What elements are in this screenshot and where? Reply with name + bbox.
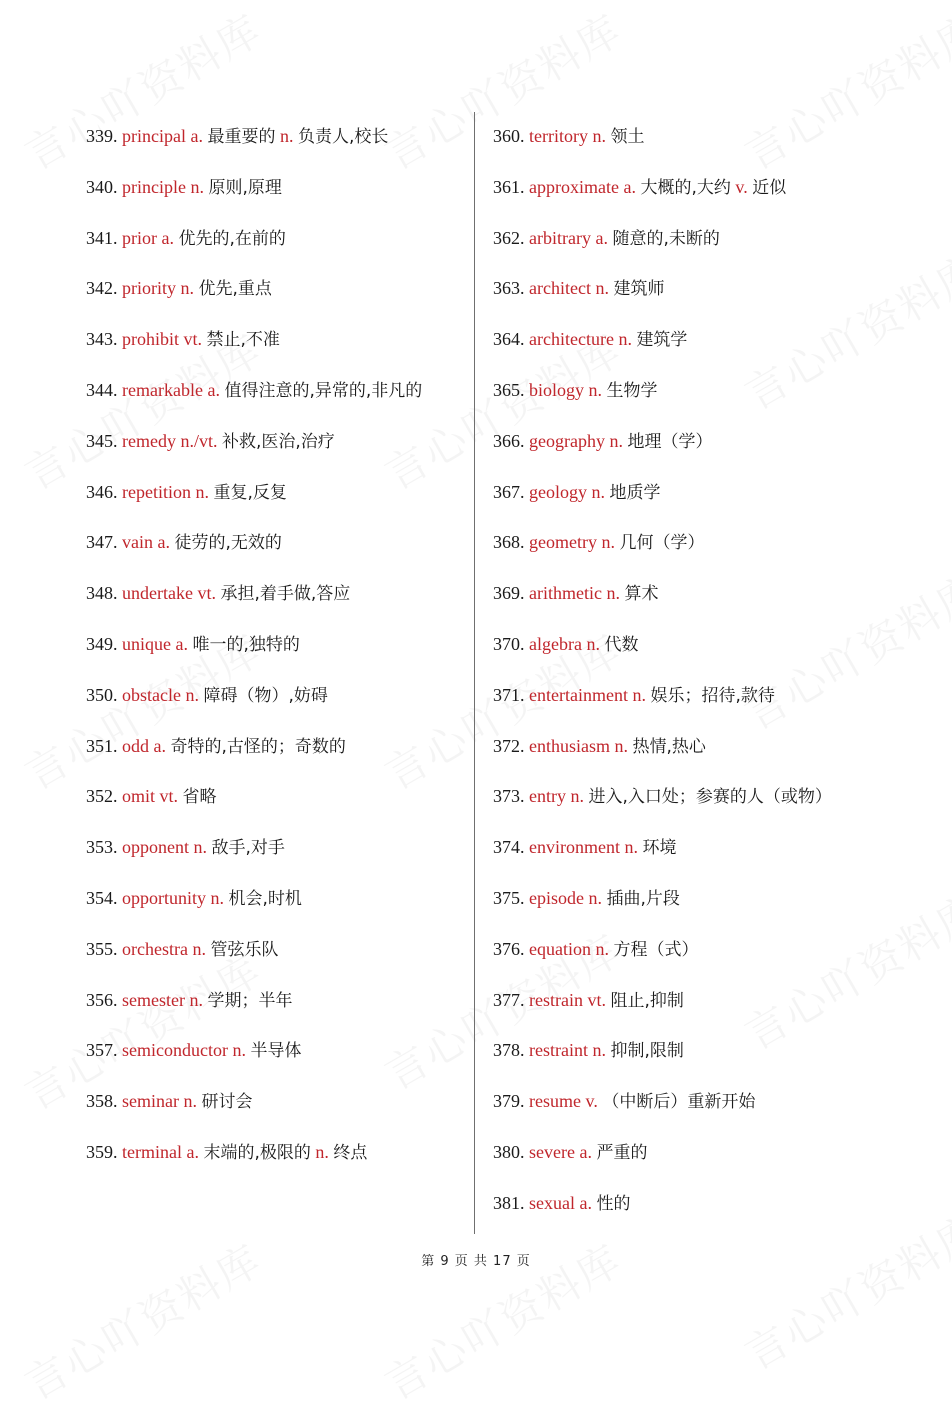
entry-meaning: 禁止,不准 [206,330,280,351]
entry-word: prohibit [122,329,179,350]
entry-number: 347. [86,532,118,553]
entry-meaning: 最重要的 [207,127,276,147]
entry-meaning: 障碍（物）,妨碍 [203,685,328,706]
vocab-entry [493,1134,913,1171]
entry-number: 354. [86,887,118,908]
entry-pos: vt. [183,329,203,350]
entry-word: undertake [122,583,193,604]
entry-number: 368. [493,532,525,553]
vocab-entry [86,423,466,460]
entry-number: 359. [86,1141,118,1162]
vocab-entry [493,169,913,206]
entry-pos: n. [195,481,209,502]
entry-number: 380. [493,1141,525,1162]
entry-number: 364. [493,329,525,350]
entry-meaning: 承担,着手做,答应 [220,584,351,605]
entry-number: 349. [86,633,118,654]
entry-word: severe [529,1141,575,1162]
vocab-entry [493,728,913,765]
vocab-entry [493,931,913,968]
entry-meaning: 管弦乐队 [210,939,279,960]
entry-meaning: 敌手,对手 [211,838,285,859]
entry-word: terminal [122,1141,182,1162]
entry-pos-secondary: n. [279,126,294,146]
entry-number: 341. [86,227,118,248]
entry-meaning: 娱乐；招待,款待 [650,685,775,706]
vocab-entry [86,321,466,358]
entry-word: equation [529,938,591,959]
vocab-entry [86,270,466,307]
entry-word: principle [122,176,186,197]
entry-pos: n. [185,684,199,705]
entry-pos: n./vt. [180,430,218,451]
entry-pos: n. [595,938,609,959]
entry-word: geology [529,481,587,502]
entry-meaning: 省略 [182,787,217,808]
entry-pos: vt. [197,583,216,604]
entry-word: geometry [529,532,597,553]
vocab-entry [493,677,913,714]
vocab-entry [86,1032,466,1069]
vocab-entry [493,321,913,358]
entry-word: approximate [529,176,619,197]
entry-pos: n. [606,583,620,604]
entry-pos: a. [175,633,188,654]
entry-number: 355. [86,938,118,959]
entry-word: unique [122,633,171,654]
vocab-entry [86,626,466,663]
entry-word: remedy [122,430,176,451]
entry-pos: n. [588,887,602,908]
entry-meaning: 建筑师 [613,279,665,300]
entry-word: vain [122,532,153,553]
vocab-entry [493,982,913,1019]
entry-word: repetition [122,481,191,502]
entry-pos: a. [153,735,166,756]
entry-word: seminar [122,1091,179,1112]
vocab-entry [493,778,913,815]
entry-pos: n. [570,786,584,807]
entry-pos: a. [161,227,174,248]
entry-word: algebra [529,633,582,654]
entry-number: 370. [493,633,525,654]
entry-number: 374. [493,837,525,858]
vocab-entry [86,575,466,612]
entry-number: 371. [493,684,525,705]
entry-pos: n. [592,126,606,146]
vocab-entry [86,677,466,714]
entry-number: 356. [86,989,118,1010]
entry-meaning: 阻止,抑制 [610,990,684,1011]
entry-word: resume [529,1091,581,1112]
entry-pos: n. [586,633,600,654]
entry-meaning: 随意的,未断的 [612,228,720,249]
entry-word: entertainment [529,684,628,705]
entry-pos: n. [592,1040,606,1061]
vocab-entry [86,931,466,968]
entry-pos: n. [189,989,203,1010]
vocab-entry [493,118,913,155]
entry-pos-secondary: n. [315,1141,329,1162]
entry-number: 345. [86,430,118,451]
entry-number: 377. [493,989,525,1010]
entry-word: enthusiasm [529,735,610,756]
vocab-entry [86,474,466,511]
entry-meaning: 重复,反复 [213,482,287,503]
vocab-entry [493,626,913,663]
entry-meaning: 生物学 [606,380,658,401]
entry-number: 339. [86,126,118,146]
vocab-entry [86,118,466,155]
entry-number: 363. [493,278,525,299]
entry-meaning: 领土 [610,127,645,147]
entry-meaning-secondary: 负责人,校长 [297,127,389,147]
vocab-entry [86,778,466,815]
vocab-entry [493,270,913,307]
entry-pos: n. [183,1091,197,1112]
entry-meaning: 末端的,极限的 [203,1142,311,1163]
entry-meaning: 环境 [642,838,677,859]
entry-meaning: 奇特的,古怪的；奇数的 [170,736,346,757]
entry-pos: vt. [159,786,179,807]
vocab-entry [493,829,913,866]
entry-number: 379. [493,1091,525,1112]
entry-pos: a. [190,126,203,146]
entry-pos: vt. [587,989,606,1010]
entry-number: 352. [86,786,118,807]
entry-word: environment [529,837,620,858]
entry-word: geography [529,430,605,451]
entry-pos: n. [618,329,632,350]
entry-pos: n. [614,735,628,756]
entry-number: 362. [493,227,525,248]
entry-pos: n. [232,1040,246,1061]
entry-number: 357. [86,1040,118,1061]
entry-number: 361. [493,176,525,197]
entry-pos: a. [623,176,636,197]
entry-meaning: 机会,时机 [228,888,302,909]
entry-word: remarkable [122,379,203,400]
vocab-entry [493,1083,913,1120]
entry-meaning: 原则,原理 [208,177,282,198]
entry-meaning: 地理（学） [627,431,713,452]
vocab-entry [493,575,913,612]
entry-word: restraint [529,1040,588,1061]
vocab-entry [86,982,466,1019]
vocab-entry [86,1083,466,1120]
entry-meaning: 研讨会 [201,1092,253,1113]
entry-pos: n. [210,887,224,908]
entry-word: architecture [529,329,614,350]
entry-pos: n. [601,532,615,553]
entry-number: 372. [493,735,525,756]
vocab-entry [86,524,466,561]
entry-number: 378. [493,1040,525,1061]
entry-word: opponent [122,837,189,858]
entry-word: prior [122,227,157,248]
entry-number: 351. [86,735,118,756]
column-divider [474,112,475,1234]
entry-meaning: 抑制,限制 [610,1041,684,1062]
vocab-entry [493,372,913,409]
entry-word: omit [122,786,156,807]
entry-number: 365. [493,379,525,400]
vocab-entry [493,220,913,257]
vocab-entry [493,423,913,460]
entry-word: principal [122,126,186,146]
entry-pos: n. [609,430,623,451]
entry-meaning: 方程（式） [613,939,699,960]
vocab-column-left [86,118,466,1185]
entry-meaning: 性的 [596,1193,631,1214]
entry-word: arithmetic [529,583,602,604]
entry-number: 360. [493,126,525,146]
entry-number: 353. [86,837,118,858]
vocab-entry [86,169,466,206]
vocab-entry [493,880,913,917]
entry-pos: n. [595,278,609,299]
entry-number: 367. [493,481,525,502]
entry-meaning: 严重的 [596,1142,648,1163]
entry-meaning: 徒劳的,无效的 [174,533,282,554]
entry-pos: n. [193,837,207,858]
entry-pos: a. [157,532,170,553]
entry-word: priority [122,278,176,299]
entry-word: episode [529,887,584,908]
entry-pos: n. [192,938,206,959]
entry-meaning-secondary: 终点 [333,1142,368,1163]
entry-pos-secondary: v. [735,176,748,197]
entry-meaning: 几何（学） [619,533,705,554]
entry-pos: n. [624,837,638,858]
vocab-entry [86,728,466,765]
entry-meaning: 学期；半年 [207,990,293,1011]
entry-pos: a. [186,1141,199,1162]
entry-word: obstacle [122,684,181,705]
vocab-entry [493,474,913,511]
entry-meaning: 地质学 [609,482,661,503]
entry-word: biology [529,379,585,400]
entry-pos: a. [207,379,220,400]
entry-number: 375. [493,887,525,908]
entry-meaning: （中断后）重新开始 [602,1092,756,1113]
vocab-entry [86,1134,466,1171]
entry-number: 342. [86,278,118,299]
entry-meaning: 算术 [624,584,659,605]
vocab-entry [493,524,913,561]
entry-word: semiconductor [122,1040,228,1061]
entry-word: semester [122,989,185,1010]
page-footer: 第 9 页 共 17 页 [421,1254,531,1269]
entry-meaning: 唯一的,独特的 [192,634,300,655]
entry-pos: a. [579,1192,592,1213]
vocab-entry [86,372,466,409]
entry-number: 344. [86,379,118,400]
entry-word: entry [529,786,566,807]
entry-pos: n. [588,379,603,400]
entry-meaning: 大概的,大约 [640,177,731,198]
entry-pos: n. [190,176,204,197]
entry-pos: n. [591,481,605,502]
entry-pos: v. [585,1091,598,1112]
entry-meaning: 值得注意的,异常的,非凡的 [224,380,423,401]
entry-number: 346. [86,481,118,502]
entry-number: 340. [86,176,118,197]
entry-number: 343. [86,329,118,350]
entry-meaning: 优先,重点 [198,279,272,300]
entry-word: territory [529,126,588,146]
entry-word: architect [529,278,591,299]
entry-word: opportunity [122,887,206,908]
vocab-column-right [493,118,913,1236]
entry-meaning: 热情,热心 [632,736,706,757]
entry-number: 381. [493,1192,525,1213]
entry-number: 350. [86,684,118,705]
entry-pos: n. [180,278,194,299]
entry-meaning: 半导体 [250,1041,302,1062]
entry-pos: a. [595,227,608,248]
vocab-entry [86,220,466,257]
entry-word: arbitrary [529,227,591,248]
entry-number: 376. [493,938,525,959]
entry-meaning: 代数 [604,634,639,655]
vocab-entry [493,1185,913,1222]
entry-number: 366. [493,430,525,451]
entry-number: 348. [86,583,118,604]
entry-number: 373. [493,786,525,807]
vocab-entry [86,829,466,866]
entry-word: sexual [529,1192,575,1213]
entry-meaning-secondary: 近似 [752,177,787,198]
entry-meaning: 建筑学 [636,330,688,351]
entry-meaning: 插曲,片段 [606,888,680,909]
entry-pos: n. [632,684,646,705]
entry-word: odd [122,735,149,756]
entry-meaning: 补救,医治,治疗 [222,431,335,452]
entry-pos: a. [579,1141,592,1162]
entry-number: 358. [86,1091,118,1112]
entry-word: orchestra [122,938,188,959]
entry-number: 369. [493,583,525,604]
entry-word: restrain [529,989,583,1010]
vocab-entry [86,880,466,917]
entry-meaning: 进入,入口处；参赛的人（或物） [588,787,832,808]
vocab-entry [493,1032,913,1069]
entry-meaning: 优先的,在前的 [178,228,286,249]
